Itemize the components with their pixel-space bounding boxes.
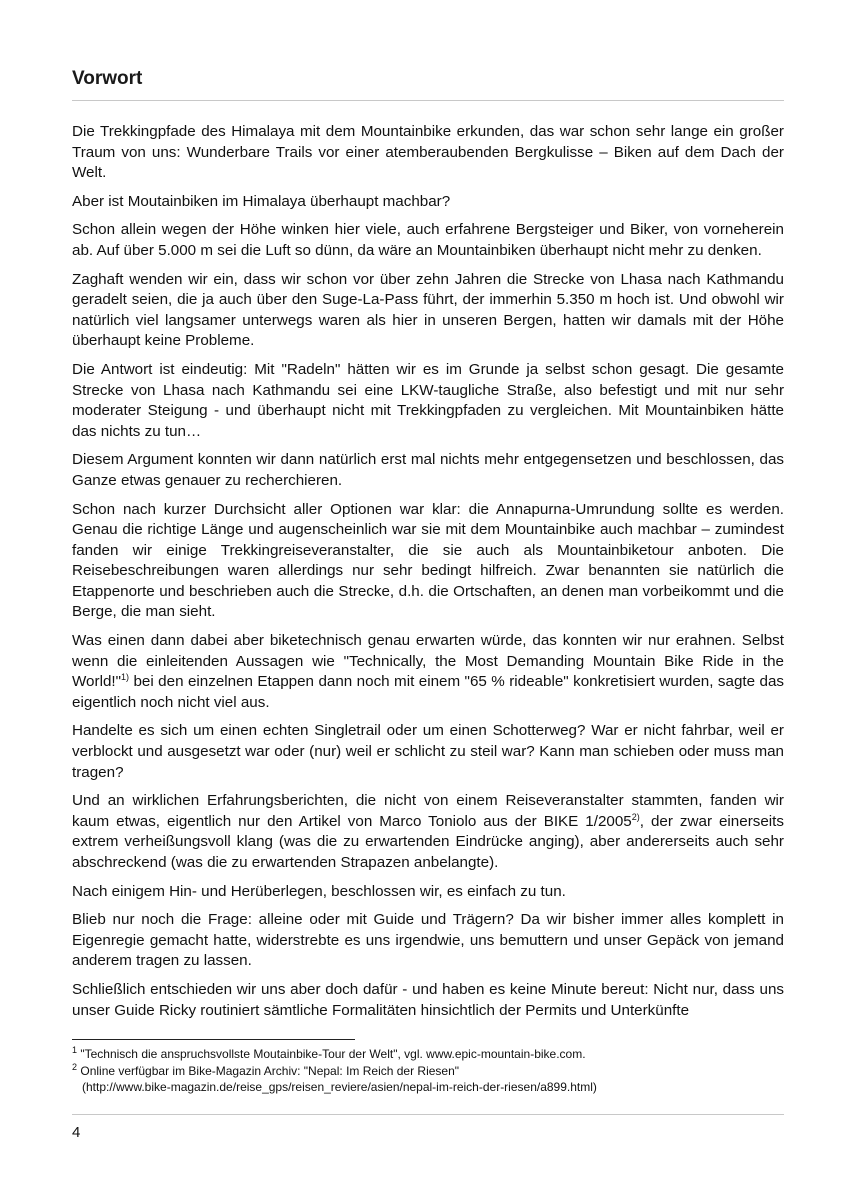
paragraph: Schließlich entschieden wir uns aber doch dafür - und haben es keine Minute bereut: Nicht nur, dass uns unser Guide Ricky routiniert sämtliche Formalitäten hinsichtlich der Permits und Unterkünfte — [72, 980, 784, 1019]
footnote-separator — [72, 1039, 355, 1040]
footnotes — [72, 1046, 784, 1096]
footnote-number: 2 — [72, 1061, 78, 1072]
paragraph: Schon allein wegen der Höhe winken hier viele, auch erfahrene Bergsteiger und Biker, von vorneherein ab. Auf über 5.000 m sei die Luft so dünn, da wäre an Mountainbiken überhaupt nicht mehr zu denken. — [72, 221, 784, 259]
footnote-text: Online verfügbar im Bike-Magazin Archiv: "Nepal: Im Reich der Riesen" — [80, 1063, 460, 1078]
paragraph-with-footnote — [72, 791, 784, 873]
footnote-2 — [72, 1063, 784, 1080]
page-number: 4 — [72, 1124, 81, 1141]
body-text — [72, 122, 784, 1029]
footnote-1 — [72, 1046, 784, 1063]
chapter-title: Vorwort — [72, 68, 143, 89]
paragraph: Blieb nur noch die Frage: alleine oder mit Guide und Trägern? Da wir bisher immer alles komplett in Eigenregie gemacht hatte, widerstrebte es uns irgendwie, uns bemuttern und unser Gepäck von jemand anderem tragen zu lassen. — [72, 911, 784, 970]
paragraph: Handelte es sich um einen echten Singletrail oder um einen Schotterweg? War er nicht fahrbar, weil er verblockt und ausgesetzt war oder (nur) weil er schlicht zu steil war? Kann man schieben oder muss man tragen? — [72, 722, 784, 781]
paragraph-text: Und an wirklichen Erfahrungsberichten, die nicht von einem Reiseveranstalter stammten, fanden wir kaum etwas, eigentlich nur den Artikel von Marco Toniolo aus der BIKE 1/2005 — [72, 792, 784, 830]
paragraph: Nach einigem Hin- und Herüberlegen, beschlossen wir, es einfach zu tun. — [72, 882, 566, 900]
footnote-ref-1: 1) — [121, 672, 130, 683]
paragraph: Schon nach kurzer Durchsicht aller Optionen war klar: die Annapurna-Umrundung sollte es werden. Genau die richtige Länge und augenscheinlich war sie mit dem Mountainbike auch machbar – zumindest fanden wir einige Trekkingreiseveranstalter, die sie auch als Mountainbiketour anboten. Die Reisebeschreibungen waren allerdings nur sehr bedingt hilfreich. Zwar benannten sie natürlich die Etappenorte und beschrieben auch die Strecke, d.h. die Ortschaften, an denen man vorbeikommt und die Berge, die man sieht. — [72, 500, 784, 621]
footnote-text: "Technisch die anspruchsvollste Moutainbike-Tour der Welt", vgl. www.epic-mountain-bike.com. — [80, 1047, 586, 1061]
paragraph: Die Trekkingpfade des Himalaya mit dem Mountainbike erkunden, das war schon sehr lange ein großer Traum von uns: Wunderbare Trails vor einer atemberaubenden Bergkulisse – Biken auf dem Dach der Welt. — [72, 123, 784, 182]
paragraph: Zaghaft wenden wir ein, dass wir schon vor über zehn Jahren die Strecke von Lhasa nach Kathmandu geradelt seien, die ja auch über den Suge-La-Pass führt, der immerhin 5.350 m hoch ist. Und obwohl wir natürlich viel langsamer unterwegs waren als hier in unseren Bergen, hatten wir damals mit der Höhe überhaupt keine Probleme. — [72, 270, 784, 350]
footnote-ref-2: 2) — [631, 811, 640, 822]
paragraph-with-footnote — [72, 631, 784, 713]
paragraph-text: bei den einzelnen Etappen dann noch mit einem "65 % rideable" konkretisiert wurden, sagte das eigentlich noch nicht viel aus. — [72, 673, 784, 711]
footer-separator — [72, 1114, 784, 1115]
paragraph: Aber ist Moutainbiken im Himalaya überhaupt machbar? — [72, 192, 451, 210]
paragraph-text: , der zwar einerseits extrem verheißungsvoll klang (was die zu erwartenden Eindrücke anging), aber andererseits auch sehr abschreckend (was die zu erwartenden Strapazen anbelangte). — [72, 812, 784, 871]
paragraph-text: Was einen dann dabei aber biketechnisch genau erwarten würde, das konnten wir nur erahnen. Selbst wenn die einleitenden Aussagen wie "Technically, the Most Demanding Mountain Bike Ride in the World!" — [72, 632, 784, 691]
footnote-number: 1 — [72, 1045, 78, 1055]
footnote-2-url: (http://www.bike-magazin.de/reise_gps/reisen_reviere/asien/nepal-im-reich-der-riesen/a899.html) — [82, 1080, 597, 1094]
paragraph: Diesem Argument konnten wir dann natürlich erst mal nichts mehr entgegensetzen und beschlossen, das Ganze etwas genauer zu recherchieren. — [72, 451, 784, 489]
paragraph: Die Antwort ist eindeutig: Mit "Radeln" hätten wir es im Grunde ja selbst schon gesagt. Die gesamte Strecke von Lhasa nach Kathmandu sei eine LKW-taugliche Straße, also befestigt und mit nur sehr moderater Steigung - und überhaupt nicht mit Trekkingpfaden zu vergleichen. Mit Mountainbiken hätte das nichts zu tun… — [72, 360, 784, 440]
chapter-header — [72, 68, 784, 101]
